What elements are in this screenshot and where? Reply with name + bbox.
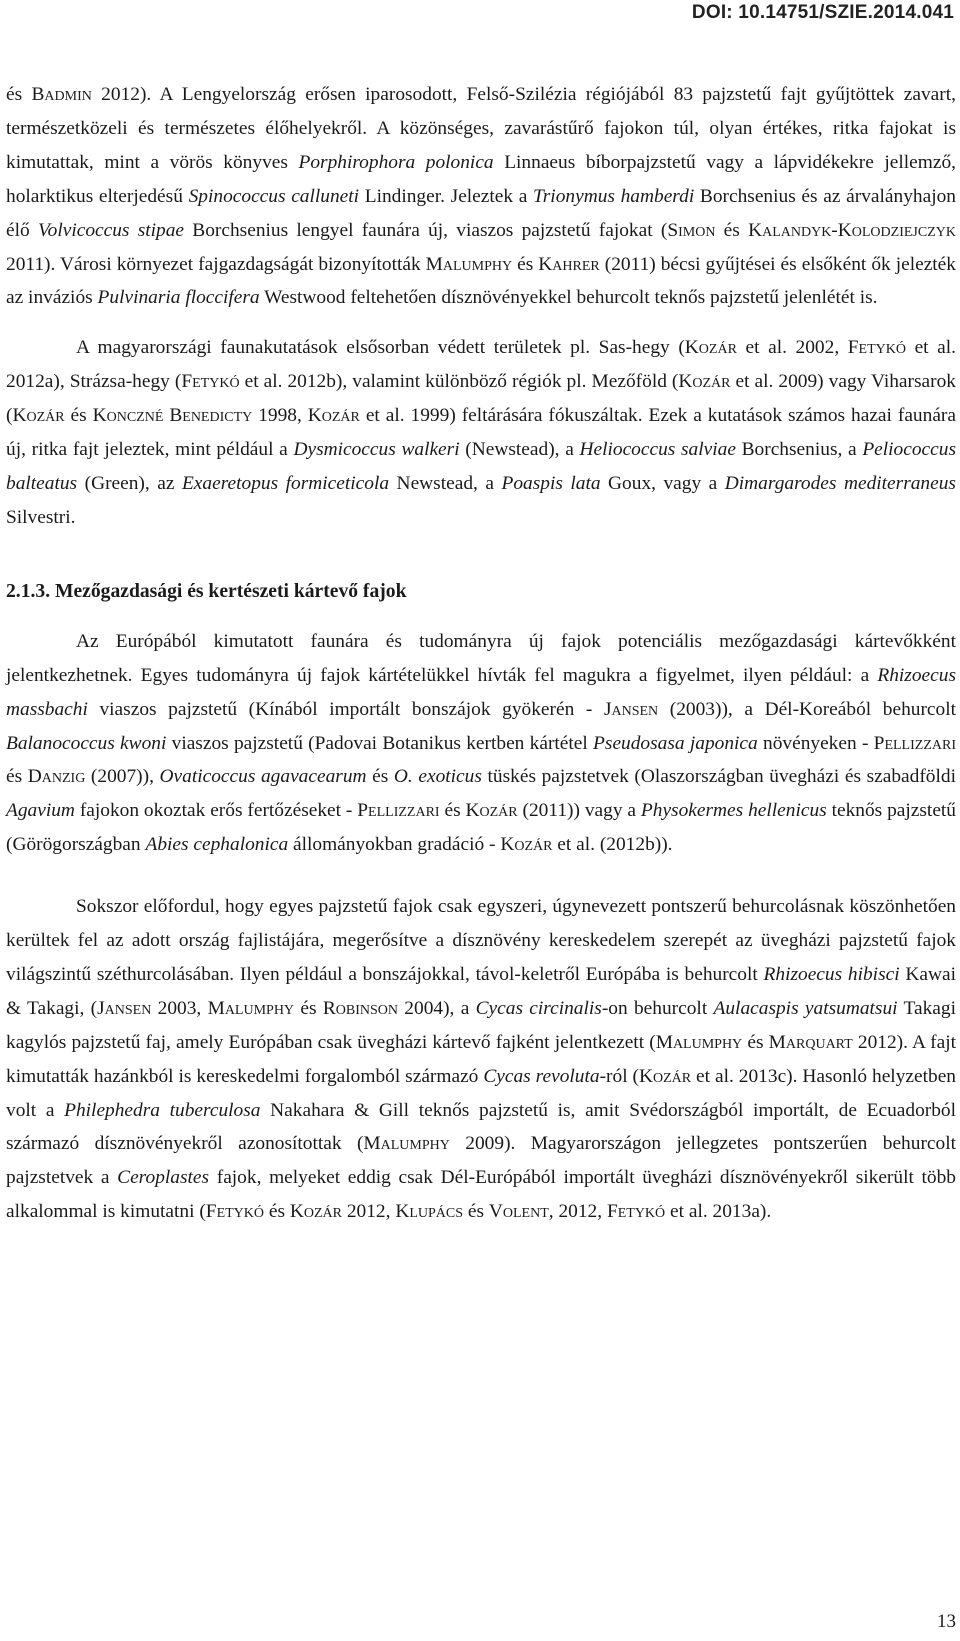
page-number: 13	[937, 1611, 956, 1632]
species-name: Trionymus hamberdi	[533, 185, 695, 207]
species-name: Pulvinaria floccifera	[97, 287, 260, 309]
author-name: Kozár	[289, 1201, 342, 1223]
species-name: Ceroplastes	[117, 1167, 210, 1189]
author-name: Kozár	[500, 834, 553, 856]
species-name: Peliococcus balteatus	[6, 439, 956, 494]
species-name: Agavium	[6, 800, 75, 822]
paragraph-badmin: és Badmin 2012). A Lengyelország erősen iparosodott, Felső-Szilézia régiójából 83 pajzstetű fajt gyűjtöttek zavart, természetközeli és természetes élőhelyekről. A közönséges, zavarástűrő fajokon túl, olyan értékes, ritka fajokat is kimutattak, mint a vörös könyves Porphirophora polonica Linnaeus bíborpajzstetű vagy a lápvidékekre jellemző, holarktikus elterjedésű Spinococcus calluneti Lindinger. Jeleztek a Trionymus hamberdi Borchsenius és az árvalányhajon élő Volvicoccus stipae Borchsenius lengyel faunára új, viaszos pajzstetű fajokat (Simon és Kalandyk-Kolodziejczyk 2011). Városi környezet fajgazdagságát bizonyították Malumphy és Kahrer (2011) bécsi gyűjtései és elsőként ők jelezték az inváziós Pulvinaria floccifera Westwood feltehetően dísznövényekkel behurcolt teknős pajzstetű jelenlétét is.	[6, 84, 956, 309]
author-name: Kozár	[12, 405, 65, 427]
author-name: Malumphy	[425, 253, 513, 275]
species-name: Porphirophora polonica	[298, 151, 494, 173]
species-name: Cycas circinalis	[475, 997, 602, 1019]
author-name: Jansen	[97, 997, 152, 1019]
species-name: Dysmicoccus walkeri	[293, 439, 460, 461]
species-name: Dimargarodes mediterraneus	[724, 472, 956, 494]
species-name: Physokermes hellenicus	[640, 800, 827, 822]
species-name: Philephedra tuberculosa	[64, 1099, 261, 1121]
author-name: Pellizzari	[873, 732, 956, 754]
author-name: Fetykó	[181, 371, 240, 393]
species-name: Rhizoecus massbachi	[6, 664, 956, 720]
author-name: Malumphy	[655, 1031, 743, 1053]
author-name: Kahrer	[538, 253, 600, 275]
species-name: Volvicoccus stipae	[37, 219, 185, 241]
species-name: Balanococcus kwoni	[6, 732, 167, 754]
author-name: Badmin	[31, 84, 92, 105]
author-name: Kozár	[638, 1065, 692, 1087]
author-name: Pellizzari	[357, 800, 440, 822]
author-name: Kozár	[678, 371, 731, 393]
author-name: Konczné Benedicty	[92, 405, 253, 427]
paragraph-behurcolas: Sokszor előfordul, hogy egyes pajzstetű fajok csak egyszeri, úgynevezett pontszerű behurcolásnak köszönhetően kerültek fel az adott ország fajlistájára, megerősítve a dísznövény kereskedelem szerepét az üvegházi pajzstetű fajok világszintű széthurcolásában. Ilyen például a bonszájokkal, távol-keletről Európába is behurcolt Rhizoecus hibisci Kawai & Takagi, (Jansen 2003, Malumphy és Robinson 2004), a Cycas circinalis-on behurcolt Aulacaspis yatsumatsui Takagi kagylós pajzstetű faj, amely Európában csak üvegházi kártevő fajként jelentkezett (Malumphy és Marquart 2012). A fajt kimutatták hazánkból is kereskedelmi forgalomból származó Cycas revoluta-ról (Kozár et al. 2013c). Hasonló helyzetben volt a Philephedra tuberculosa Nakahara & Gill teknős pajzstetű is, amit Svédországból importált, de Ecuadorból származó dísznövényekről azonosítottak (Malumphy 2009). Magyarországon jellegzetes pontszerűen behurcolt pajzstetvek a Ceroplastes fajok, melyeket eddig csak Dél-Európából importált üvegházi dísznövényekről sikerült több alkalommal is kimutatni (Fetykó és Kozár 2012, Klupács és Volent, 2012, Fetykó et al. 2013a).	[6, 896, 957, 1223]
author-name: Kozár	[307, 405, 360, 427]
author-name: Fetykó	[205, 1201, 265, 1223]
author-name: Kozár	[465, 800, 518, 822]
doi-header: DOI: 10.14751/SZIE.2014.041	[691, 2, 954, 23]
section-heading: 2.1.3. Mezőgazdasági és kertészeti kártevő fajok	[6, 580, 407, 602]
author-name: Klupács	[395, 1201, 464, 1223]
page-body	[6, 78, 956, 1229]
author-name: Volent	[488, 1201, 549, 1223]
author-name: Simon	[667, 219, 716, 241]
author-name: Kalandyk-Kolodziejczyk	[748, 219, 956, 241]
species-name: Spinococcus calluneti	[188, 185, 360, 207]
author-name: Fetykó	[606, 1201, 666, 1223]
author-name: Malumphy	[207, 997, 295, 1019]
species-name: Aulacaspis yatsumatsui	[713, 997, 898, 1019]
species-name: Heliococcus salviae	[579, 439, 736, 461]
species-name: Cycas revoluta	[483, 1065, 600, 1087]
paragraph-kartevok: Az Európából kimutatott faunára és tudományra új fajok potenciális mezőgazdasági kártevőkként jelentkezhetnek. Egyes tudományra új fajok kártételükkel hívták fel magukra a figyelmet, ilyen például: a Rhizoecus massbachi viaszos pajzstetű (Kínából importált bonszájok gyökerén - Jansen (2003)), a Dél-Koreából behurcolt Balanococcus kwoni viaszos pajzstetű (Padovai Botanikus kertben kártétel Pseudosasa japonica növényeken - Pellizzari és Danzig (2007)), Ovaticoccus agavacearum és O. exoticus tüskés pajzstetvek (Olaszországban üvegházi és szabadföldi Agavium fajokon okoztak erős fertőzéseket - Pellizzari és Kozár (2011)) vagy a Physokermes hellenicus teknős pajzstetű (Görögországban Abies cephalonica állományokban gradáció - Kozár et al. (2012b)).	[6, 630, 957, 856]
author-name: Jansen	[603, 698, 659, 720]
author-name: Kozár	[684, 337, 737, 359]
author-name: Malumphy	[363, 1133, 450, 1155]
author-name: Danzig	[27, 766, 86, 788]
species-name: Ovaticoccus agavacearum	[159, 766, 367, 788]
species-name: O. exoticus	[393, 766, 482, 788]
author-name: Marquart	[768, 1031, 853, 1053]
species-name: Abies cephalonica	[145, 834, 289, 856]
author-name: Robinson	[322, 997, 398, 1019]
species-name: Poaspis lata	[501, 472, 601, 494]
species-name: Pseudosasa japonica	[593, 732, 758, 754]
paragraph-faunakutatasok: A magyarországi faunakutatások elsősorban védett területek pl. Sas-hegy (Kozár et al. 2002, Fetykó et al. 2012a), Strázsa-hegy (Fetykó et al. 2012b), valamint különböző régiók pl. Mezőföld (Kozár et al. 2009) vagy Viharsarok (Kozár és Konczné Benedicty 1998, Kozár et al. 1999) feltárására fókuszáltak. Ezek a kutatások számos hazai faunára új, ritka fajt jeleztek, mint például a Dysmicoccus walkeri (Newstead), a Heliococcus salviae Borchsenius, a Peliococcus balteatus (Green), az Exaeretopus formiceticola Newstead, a Poaspis lata Goux, vagy a Dimargarodes mediterraneus Silvestri.	[6, 337, 957, 528]
species-name: Exaeretopus formiceticola	[181, 472, 390, 494]
author-name: Fetykó	[847, 337, 906, 359]
species-name: Rhizoecus hibisci	[763, 963, 900, 985]
